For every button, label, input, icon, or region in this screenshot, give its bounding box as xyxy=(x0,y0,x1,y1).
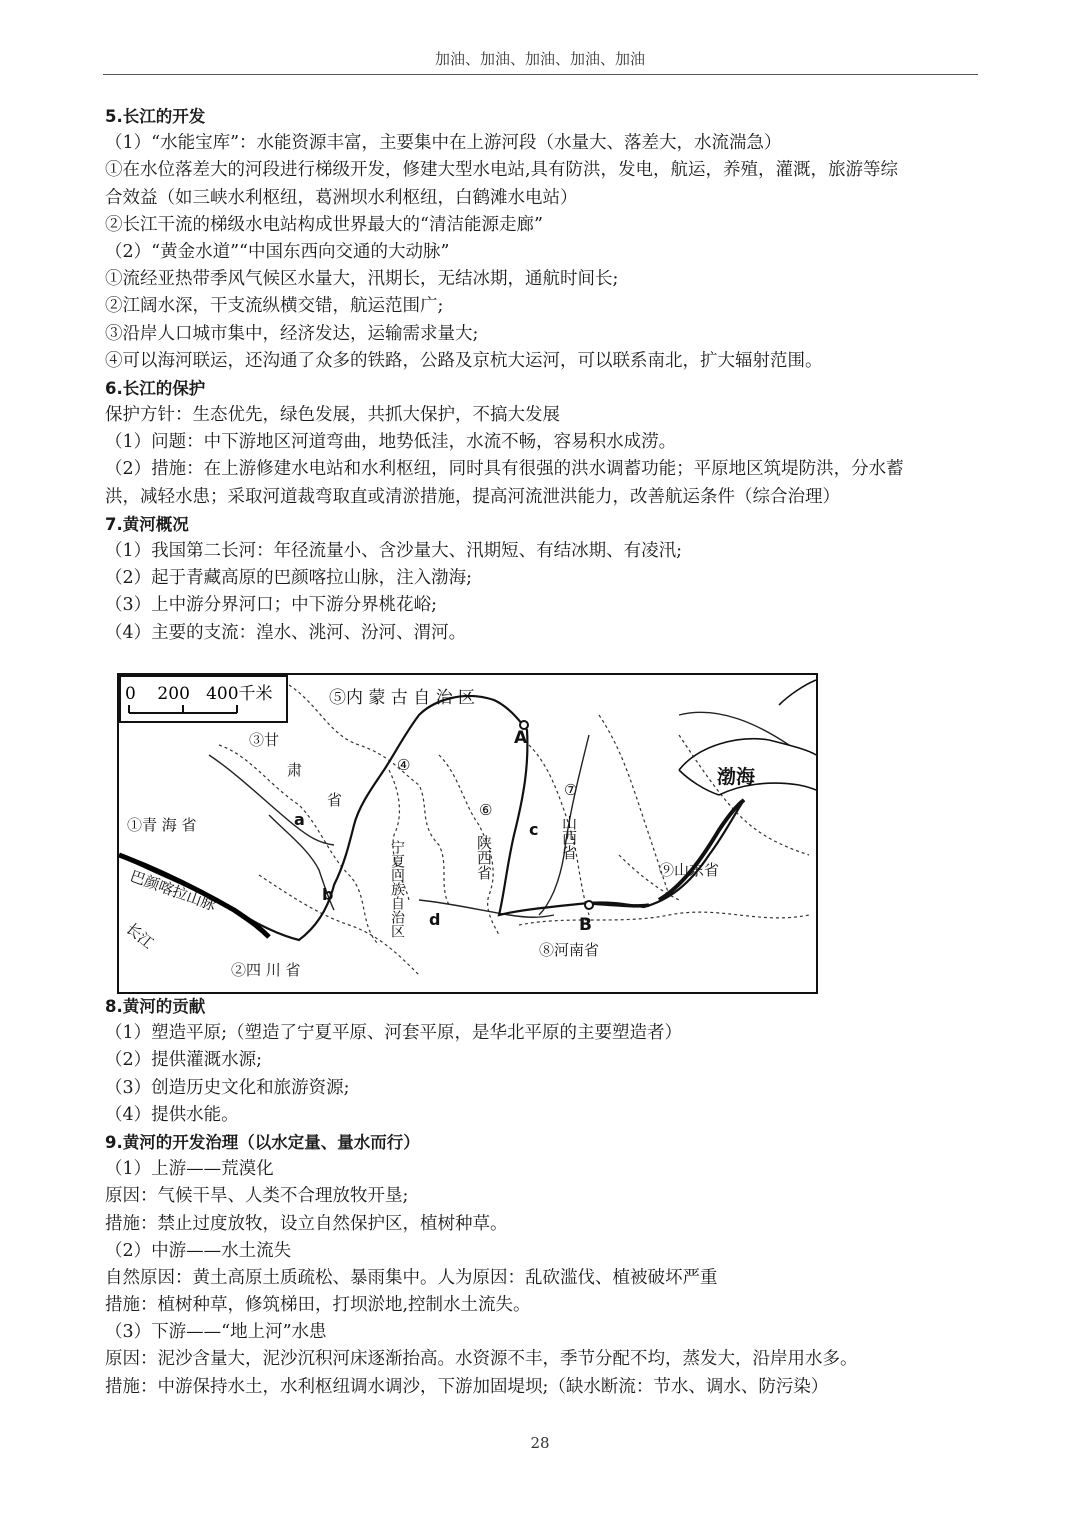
label-river-b: b xyxy=(322,885,334,904)
label-qinghai: ①青 海 省 xyxy=(127,816,197,834)
text-line: ④可以海河联运，还沟通了众多的铁路，公路及京杭大运河，可以联系南北，扩大辐射范围。 xyxy=(105,350,823,371)
label-ningxia: 宁夏回族自治区 xyxy=(389,840,405,938)
section-heading: 8.黄河的贡献 xyxy=(105,997,206,1016)
text-line: （3）上中游分界河口；中下游分界桃花峪; xyxy=(105,595,438,616)
label-gansu-3: 省 xyxy=(327,791,343,809)
text-line: ②江阔水深，干支流纵横交错，航运范围广; xyxy=(105,296,444,317)
text-line: 合效益（如三峡水利枢纽，葛洲坝水利枢纽，白鹤滩水电站） xyxy=(105,187,578,208)
label-river-a: a xyxy=(294,810,305,829)
text-line: 措施：植树种草，修筑梯田，打坝淤地,控制水土流失。 xyxy=(105,1295,531,1316)
text-line: 原因：泥沙含量大，泥沙沉积河床逐渐抬高。水资源不丰，季节分配不均，蒸发大，沿岸用水多。 xyxy=(105,1349,858,1370)
text-line: （2）中游——水土流失 xyxy=(105,1240,292,1261)
label-shaanxi: 陕西省 xyxy=(475,835,493,880)
river-a-line xyxy=(209,755,334,845)
text-line: ①流经亚热带季风气候区水量大，汛期长，无结冰期，通航时间长; xyxy=(105,269,619,290)
content-top xyxy=(105,103,985,647)
label-shanxi: 山西省 xyxy=(560,815,578,860)
text-line: （2）“黄金水道”“中国东西向交通的大动脉” xyxy=(105,241,450,262)
text-line: （1）上游——荒漠化 xyxy=(105,1159,274,1180)
text-line: 洪，减轻水患；采取河道裁弯取直或清淤措施，提高河流泄洪能力，改善航运条件（综合治理） xyxy=(105,486,840,507)
yellow-river-map xyxy=(117,673,818,994)
label-sichuan: ②四 川 省 xyxy=(231,961,301,979)
page-number: 28 xyxy=(530,1434,550,1452)
label-ningxia-num: ④ xyxy=(397,756,411,774)
text-line: 保护方针：生态优先，绿色发展，共抓大保护，不搞大发展 xyxy=(105,405,560,426)
coast-line xyxy=(779,680,816,705)
text-line: ③沿岸人口城市集中，经济发达，运输需求量大; xyxy=(105,323,479,344)
label-shandong: ⑨山东省 xyxy=(659,861,720,879)
label-bohai: 渤海 xyxy=(717,766,756,788)
section-heading: 6.长江的保护 xyxy=(105,378,206,398)
text-line: （2）起于青藏高原的巴颜喀拉山脉，注入渤海; xyxy=(105,568,473,589)
text-line: 措施：中游保持水土，水利枢纽调水调沙，下游加固堤坝;（缺水断流：节水、调水、防污染） xyxy=(105,1376,829,1397)
text-line: （4）主要的支流：湟水、洮河、汾河、渭河。 xyxy=(105,622,467,643)
scale-label: 0 200 400千米 xyxy=(125,684,273,704)
label-changjiang: 长江 xyxy=(122,919,157,953)
label-henan: ⑧河南省 xyxy=(539,941,600,959)
text-line: （2）措施：在上游修建水电站和水利枢纽，同时具有很强的洪水调蓄功能；平原地区筑堤防洪，分水蓄 xyxy=(105,459,904,480)
label-shanxi-num: ⑦ xyxy=(564,781,578,799)
text-line: （1）问题：中下游地区河道弯曲，地势低洼，水流不畅，容易积水成涝。 xyxy=(105,432,677,453)
text-line: 原因：气候干旱、人类不合理放牧开垦; xyxy=(105,1186,409,1207)
label-point-a: A xyxy=(514,728,528,748)
content-bottom xyxy=(105,993,985,1401)
text-line: 自然原因：黄土高原土质疏松、暴雨集中。人为原因：乱砍滥伐、植被破坏严重 xyxy=(105,1267,718,1288)
lower-reach-highlight xyxy=(659,800,744,900)
label-gansu-2: 肃 xyxy=(287,761,303,779)
section-heading: 9.黄河的开发治理（以水定量、量水而行） xyxy=(105,1132,420,1152)
text-line: 措施：禁止过度放牧，设立自然保护区，植树种草。 xyxy=(105,1213,508,1234)
label-river-d: d xyxy=(429,910,441,929)
text-line: ②长江干流的梯级水电站构成世界最大的“清洁能源走廊” xyxy=(105,214,543,235)
label-gansu: ③甘 xyxy=(249,731,280,749)
page-header: 加油、加油、加油、加油、加油 xyxy=(434,50,645,68)
text-line: （4）提供水能。 xyxy=(105,1104,239,1125)
text-line: （1）我国第二长河：年径流量小、含沙量大、汛期短、有结冰期、有凌汛; xyxy=(105,541,683,561)
label-shaanxi-num: ⑥ xyxy=(479,801,493,819)
text-line: （3）创造历史文化和旅游资源; xyxy=(105,1077,350,1098)
text-line: ①在水位落差大的河段进行梯级开发，修建大型水电站,具有防洪，发电，航运，养殖，灌溉，旅游等综 xyxy=(105,160,899,181)
label-river-c: c xyxy=(529,820,539,839)
section-heading: 5.长江的开发 xyxy=(105,107,206,126)
boundary-line xyxy=(519,912,809,925)
text-line: （3）下游——“地上河”水患 xyxy=(105,1322,327,1343)
label-bayan-har: 巴颜喀拉山脉 xyxy=(127,866,219,915)
boundary-line xyxy=(289,685,449,905)
point-b-marker xyxy=(585,901,593,909)
header-divider xyxy=(103,74,978,75)
text-line: （1）塑造平原;（塑造了宁夏平原、河套平原，是华北平原的主要塑造者） xyxy=(105,1023,683,1044)
text-line: （2）提供灌溉水源; xyxy=(105,1050,263,1071)
lower-reach-highlight xyxy=(589,903,649,906)
label-inner-mongolia: ⑤内 蒙 古 自 治 区 xyxy=(329,688,476,708)
map-svg xyxy=(119,675,816,992)
text-line: （1）“水能宝库”：水能资源丰富，主要集中在上游河段（水量大、落差大，水流湍急） xyxy=(105,133,782,154)
bohai-coast xyxy=(679,770,719,795)
section-heading: 7.黄河概况 xyxy=(105,514,189,534)
label-point-b: B xyxy=(579,915,592,935)
